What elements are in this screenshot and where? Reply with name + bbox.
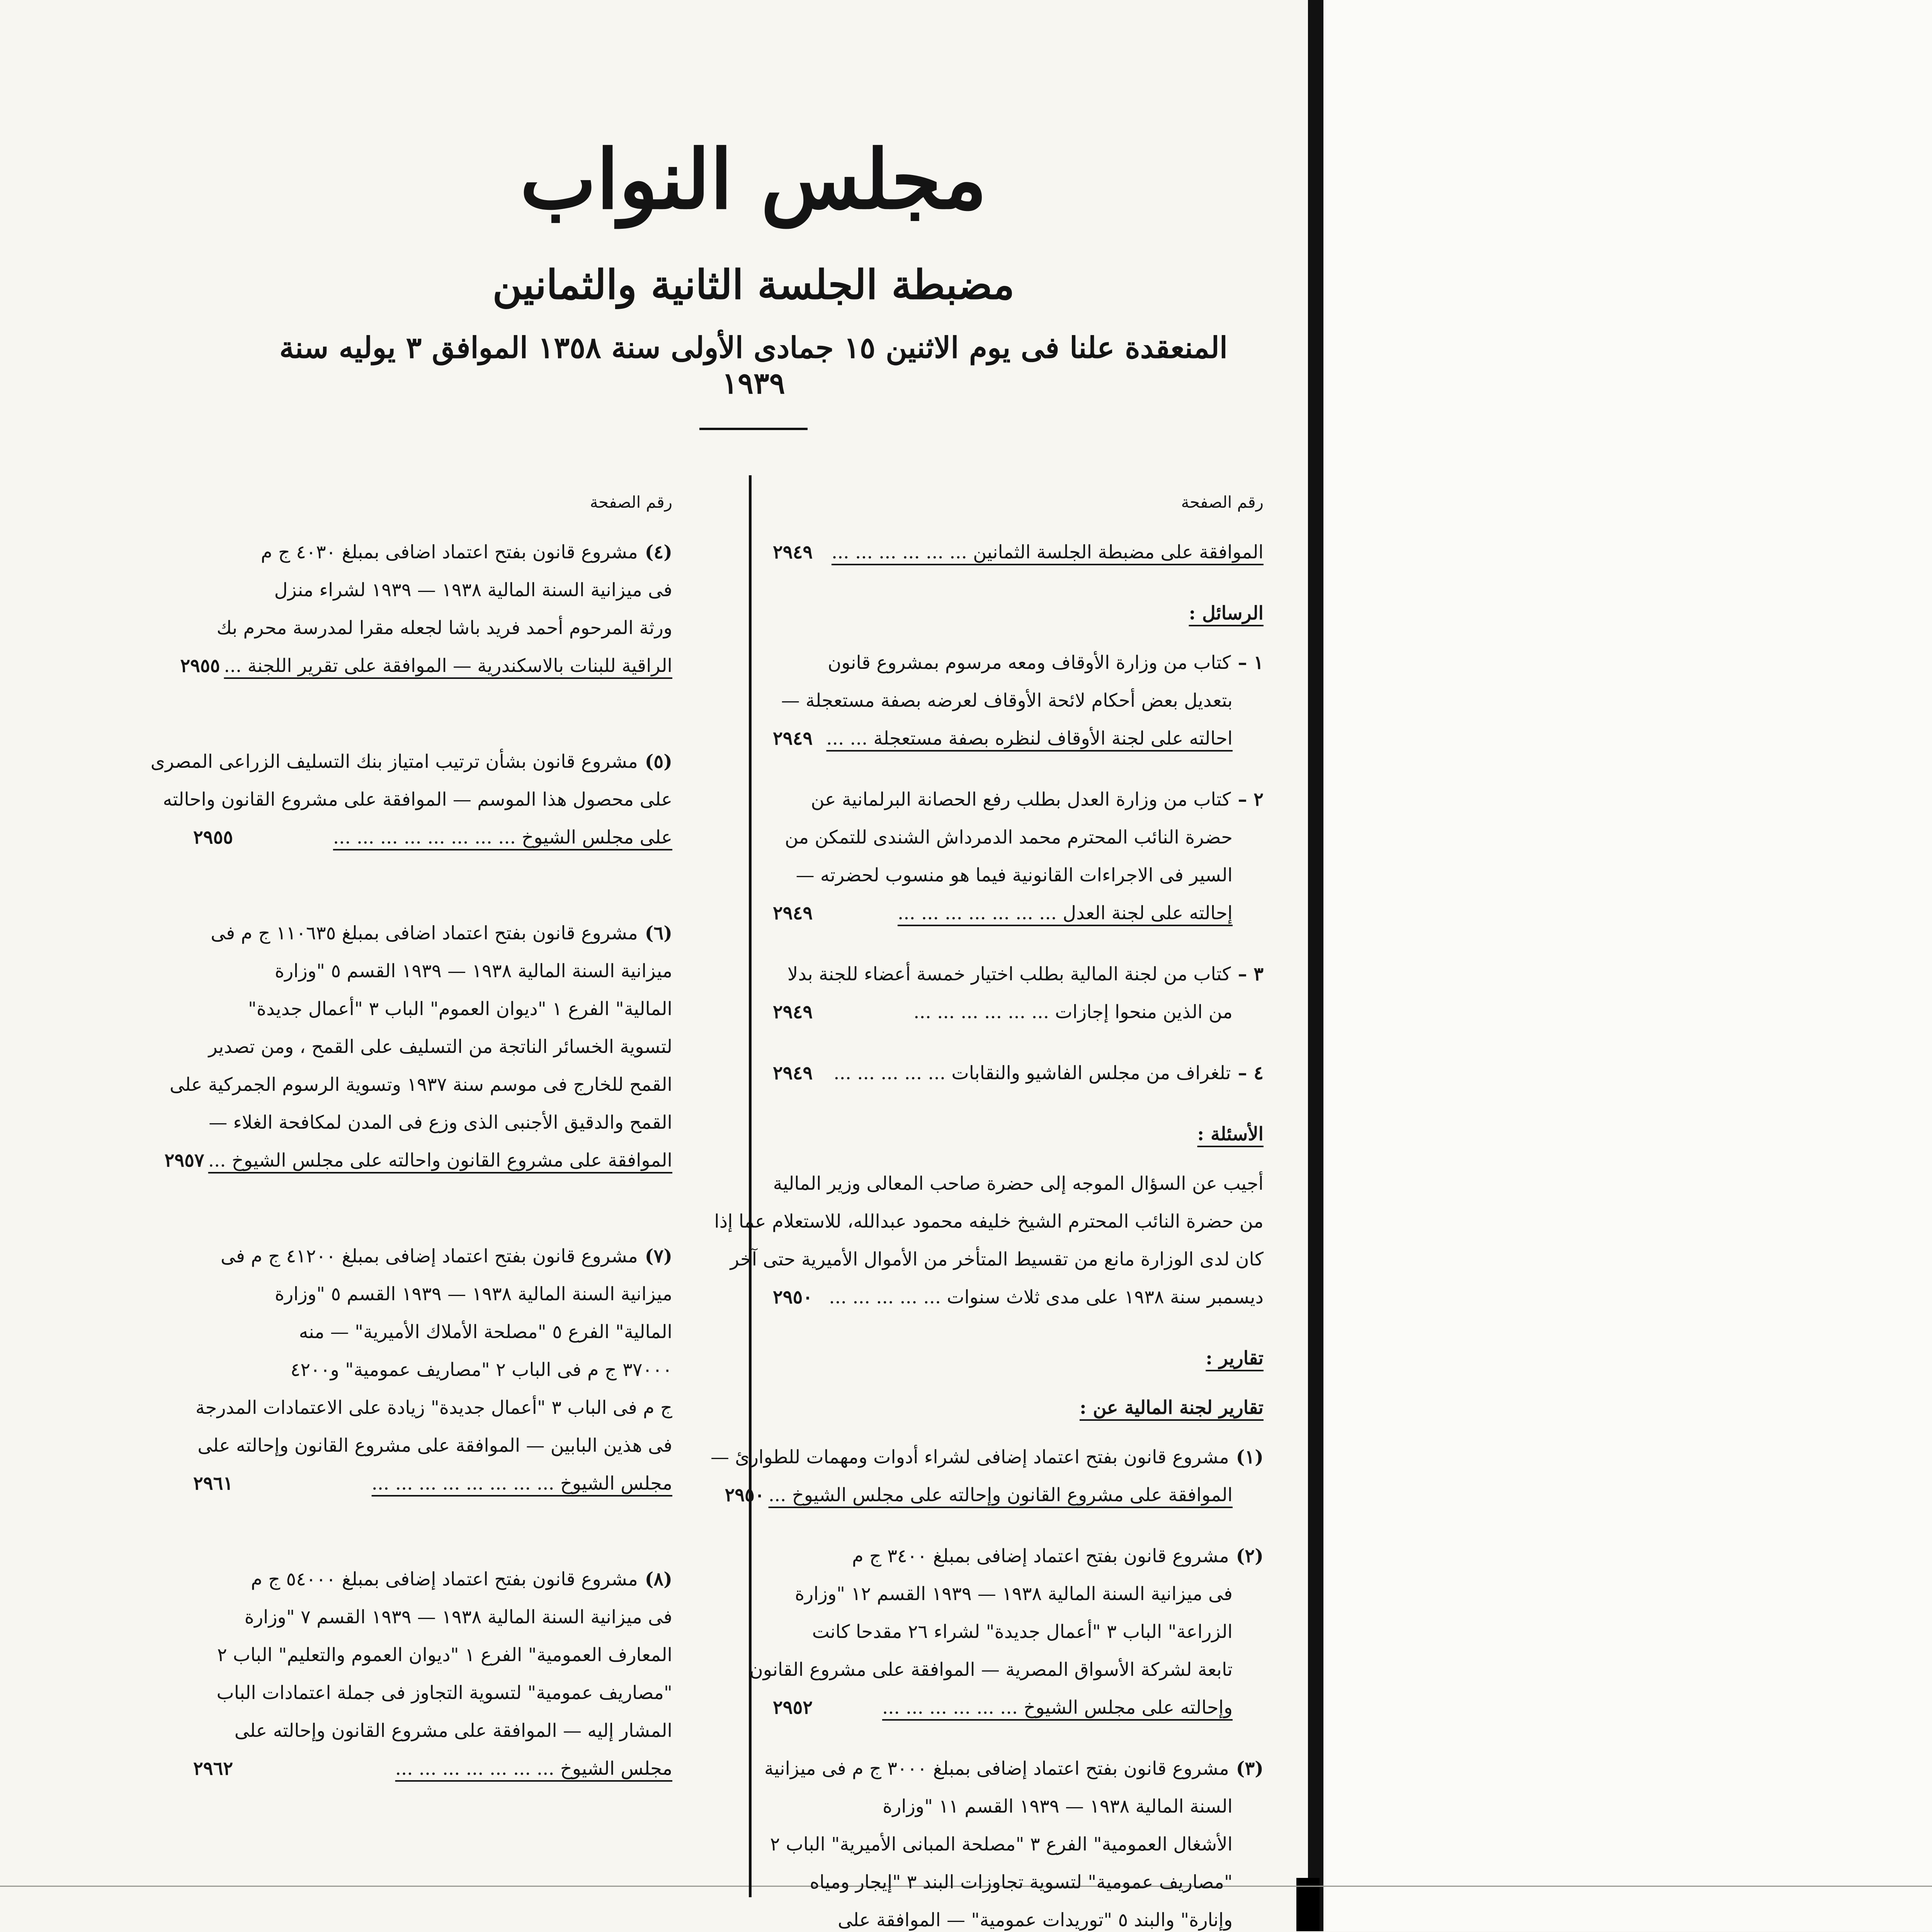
header-rule [699,428,808,430]
list-item-bill-8: (٨)مشروع قانون بفتح اعتماد إضافى بمبلغ ٥٤٠٠٠ ج م فى ميزانية السنة المالية ١٩٣٨ — ١٩٣٩ القسم ٧ "وزارة المعارف العمومية" الفرع ١ "ديوان العموم والتعليم" الباب ٢ "مصاريف عمومية" لتسوية التجاوز فى جملة اعتمادات الباب المشار إليه — الموافقة على مشروع القانون وإحالته على مجلس الشيوخ ... ... ... ... ... ... ... ٢٩٦٢ [193,1568,672,1779]
contents-left-column [150,491,672,1811]
list-item-letter-3: ٣ –كتاب من لجنة المالية بطلب اختيار خمسة أعضاء للجنة بدلا من الذين منحوا إجازات ... ... ... ... ... ... ٢٩٤٩ [773,963,1264,1023]
section-heading-reports: تقارير : [1206,1347,1264,1369]
section-heading-finance-reports: تقارير لجنة المالية عن : [1079,1397,1264,1418]
contents-right-column [711,491,1264,1932]
list-item-bill-7: (٧)مشروع قانون بفتح اعتماد إضافى بمبلغ ٤١٢٠٠ ج م فى ميزانية السنة المالية ١٩٣٨ — ١٩٣٩ القسم ٥ "وزارة المالية" الفرع ٥ "مصلحة الأملاك الأميرية" — منه ٣٧٠٠٠ ج م فى الباب ٢ "مصاريف عمومية" و٤٢٠٠ ج م فى الباب ٣ "أعمال جديدة" زيادة على الاعتمادات المدرجة فى هذين البابين — الموافقة على مشروع القانون وإحالته على مجلس الشيوخ ... ... ... ... ... ... ... ... ٢٩٦١ [193,1245,672,1494]
approval-entry [773,533,1264,571]
list-item-question: أجيب عن السؤال الموجه إلى حضرة صاحب المعالى وزير المالية من حضرة النائب المحترم الشيخ خليفه محمود عبدالله، للاستعلام عما إذا كان لدى الوزارة مانع من تقسيط المتأخر من الأموال الأميرية حتى آخر ديسمبر سنة ١٩٣٨ على مدى ثلاث سنوات ... ... ... ... ... ٢٩٥٠ [714,1173,1264,1308]
list-item-report-1: (١)مشروع قانون بفتح اعتماد إضافى لشراء أدوات ومهمات للطوارئ — الموافقة على مشروع القانون وإحالته على مجلس الشيوخ ... ٢٩٥٠ [711,1446,1264,1506]
masthead-logo: مجلس النواب [520,132,987,227]
list-item-letter-4: ٤ –تلغراف من مجلس الفاشيو والنقابات ... ... ... ... ... ٢٩٤٩ [773,1062,1264,1084]
list-item-bill-5: (٥)مشروع قانون بشأن ترتيب امتياز بنك التسليف الزراعى المصرى على محصول هذا الموسم — الموافقة على مشروع القانون واحالته على مجلس الشيوخ ... ... ... ... ... ... ... ... ٢٩٥٥ [150,751,672,848]
list-item-bill-4: (٤)مشروع قانون بفتح اعتماد اضافى بمبلغ ٤٠٣٠ ج م فى ميزانية السنة المالية ١٩٣٨ — ١٩٣٩ لشراء منزل ورثة المرحوم أحمد فريد باشا لجعله مقرا لمدرسة محرم بك الراقية للبنات بالاسكندرية — الموافقة على تقرير اللجنة ... ٢٩٥٥ [180,541,672,677]
page-number-label: رقم الصفحة [1181,493,1264,512]
section-heading-questions: الأسئلة : [1197,1123,1264,1145]
header [251,132,1256,430]
session-date: المنعقدة علنا فى يوم الاثنين ١٥ جمادى الأولى سنة ١٣٥٨ الموافق ٣ يوليه سنة ١٩٣٩ [279,330,1228,400]
book-spine [1308,0,1323,1931]
list-item-letter-2: ٢ –كتاب من وزارة العدل بطلب رفع الحصانة البرلمانية عن حضرة النائب المحترم محمد الدمرداش الشندى للتمكن من السير فى الاجراءات القانونية فيما هو منسوب لحضرته — إحالته على لجنة العدل ... ... ... ... ... ... ... ٢٩٤٩ [773,789,1264,924]
page-number-label: رقم الصفحة [590,493,672,512]
list-item-bill-6: (٦)مشروع قانون بفتح اعتماد اضافى بمبلغ ١١٠٦٣٥ ج م فى ميزانية السنة المالية ١٩٣٨ — ١٩٣٩ القسم ٥ "وزارة المالية" الفرع ١ "ديوان العموم" الباب ٣ "أعمال جديدة" لتسوية الخسائر الناتجة من التسليف على القمح ، ومن تصدير القمح للخارج فى موسم سنة ١٩٣٧ وتسوية الرسوم الجمركية على القمح والدقيق الأجنبى الذى وزع فى المدن لمكافحة الغلاء — الموافقة على مشروع القانون واحالته على مجلس الشيوخ ... ٢٩٥٧ [164,922,672,1171]
entry-text: الموافقة على مضبطة الجلسة الثمانين ... ... ... ... ... ... [831,541,1264,563]
session-title: مضبطة الجلسة الثانية والثمانين [492,261,1015,308]
section-heading-letters: الرسائل : [1189,602,1264,624]
list-item-report-2: (٢)مشروع قانون بفتح اعتماد إضافى بمبلغ ٣٤٠٠ ج م فى ميزانية السنة المالية ١٩٣٨ — ١٩٣٩ القسم ١٢ "وزارة الزراعة" الباب ٣ "أعمال جديدة" لشراء ٢٦ مقدحا كانت تابعة لشركة الأسواق المصرية — الموافقة على مشروع القانون وإحالته على مجلس الشيوخ ... ... ... ... ... ... ٢٩٥٢ [749,1545,1264,1718]
page-number: ٢٩٤٩ [773,541,813,563]
list-item-letter-1: ١ –كتاب من وزارة الأوقاف ومعه مرسوم بمشروع قانون بتعديل بعض أحكام لائحة الأوقاف لعرضه بصفة مستعجلة — احالته على لجنة الأوقاف لنظره بصفة مستعجلة ... ... ٢٩٤٩ [773,652,1264,749]
list-item-report-3: (٣)مشروع قانون بفتح اعتماد إضافى بمبلغ ٣٠٠٠ ج م فى ميزانية السنة المالية ١٩٣٨ — ١٩٣٩ القسم ١١ "وزارة الأشغال العمومية" الفرع ٣ "مصلحة المبانى الأميرية" الباب ٢ "مصاريف عمومية" لتسوية تجاوزات البند ٣ "إيجار ومياه وإنارة" والبند ٥ "توريدات عمومية" — الموافقة على [764,1758,1264,1931]
blank-facing-page [1325,0,1932,1931]
